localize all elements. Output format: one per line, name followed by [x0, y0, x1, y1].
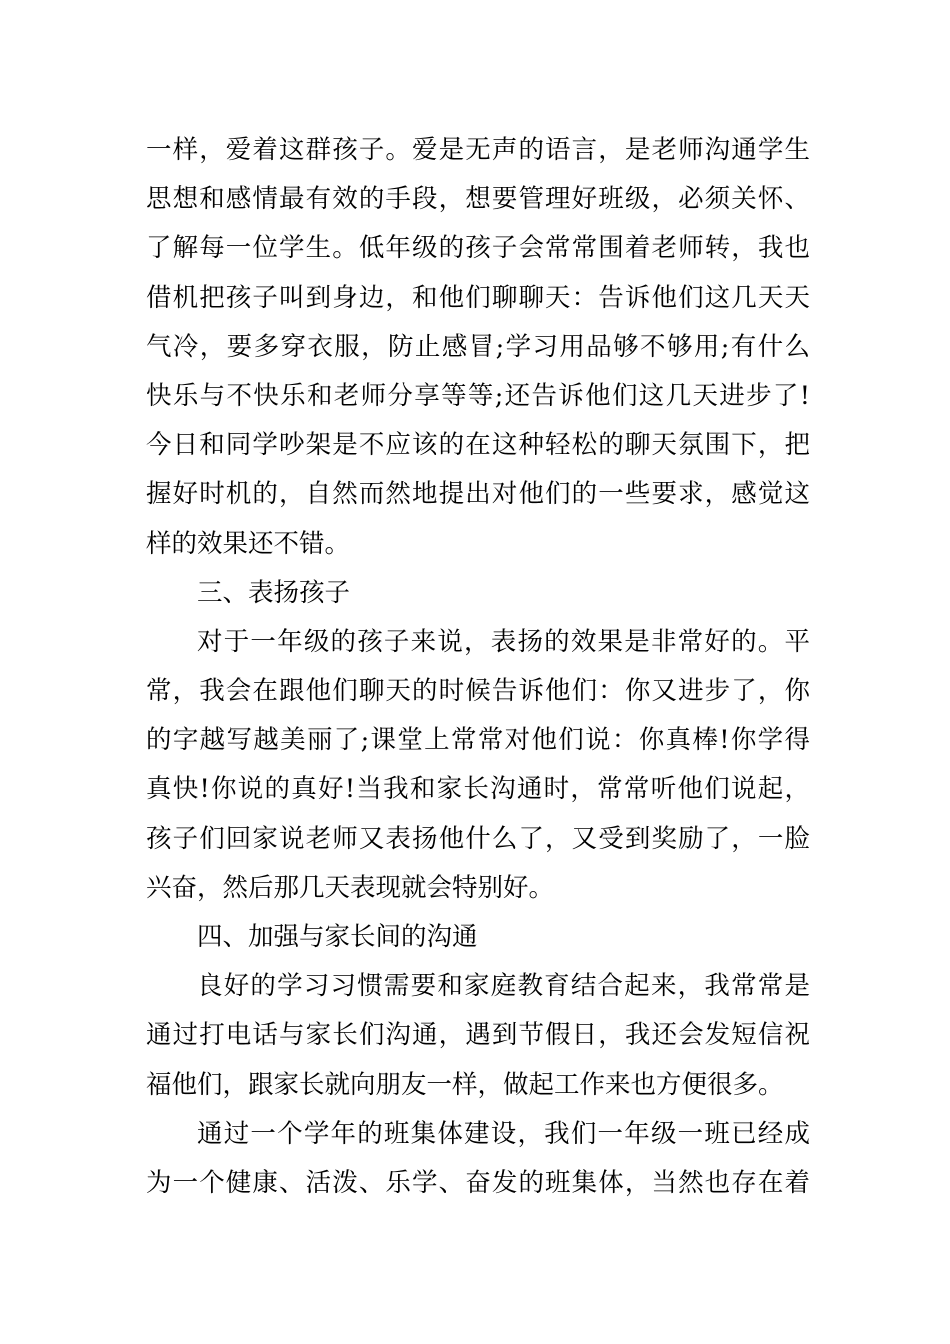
text-line: 四、加强与家长间的沟通: [197, 922, 478, 952]
text-line: 借机把孩子叫到身边，和他们聊聊天：告诉他们这几天天: [146, 282, 810, 313]
text-line: 思想和感情最有效的手段，想要管理好班级，必须关怀、: [146, 184, 810, 215]
text-line: 的字越写越美丽了;课堂上常常对他们说：你真棒!你学得: [146, 725, 810, 756]
text-line: 今日和同学吵架是不应该的在这种轻松的聊天氛围下，把: [146, 430, 810, 461]
text-line: 通过一个学年的班集体建设，我们一年级一班已经成: [197, 1118, 810, 1149]
text-line: 了解每一位学生。低年级的孩子会常常围着老师转，我也: [146, 233, 810, 264]
text-line: 一样，爱着这群孩子。爱是无声的语言，是老师沟通学生: [146, 135, 810, 165]
text-line: 气冷，要多穿衣服，防止感冒;学习用品够不够用;有什么: [146, 331, 810, 362]
text-line: 真快!你说的真好!当我和家长沟通时，常常听他们说起，: [146, 774, 810, 805]
text-line: 兴奋，然后那几天表现就会特别好。: [146, 872, 555, 903]
text-line: 良好的学习习惯需要和家庭教育结合起来，我常常是: [197, 971, 810, 1002]
text-line: 孩子们回家说老师又表扬他什么了，又受到奖励了，一脸: [146, 823, 810, 854]
text-line: 对于一年级的孩子来说，表扬的效果是非常好的。平: [197, 626, 810, 657]
text-line: 常，我会在跟他们聊天的时候告诉他们：你又进步了，你: [146, 676, 810, 707]
text-line: 快乐与不快乐和老师分享等等;还告诉他们这几天进步了!: [146, 380, 810, 411]
text-line: 福他们，跟家长就向朋友一样，做起工作来也方便很多。: [146, 1069, 784, 1100]
text-line: 样的效果还不错。: [146, 528, 351, 559]
document-body: [146, 126, 810, 1208]
text-line: 为一个健康、活泼、乐学、奋发的班集体，当然也存在着: [146, 1167, 810, 1198]
text-line: 通过打电话与家长们沟通，遇到节假日，我还会发短信祝: [146, 1020, 810, 1051]
text-line: 握好时机的，自然而然地提出对他们的一些要求，感觉这: [146, 479, 810, 510]
text-line: 三、表扬孩子: [197, 577, 351, 608]
